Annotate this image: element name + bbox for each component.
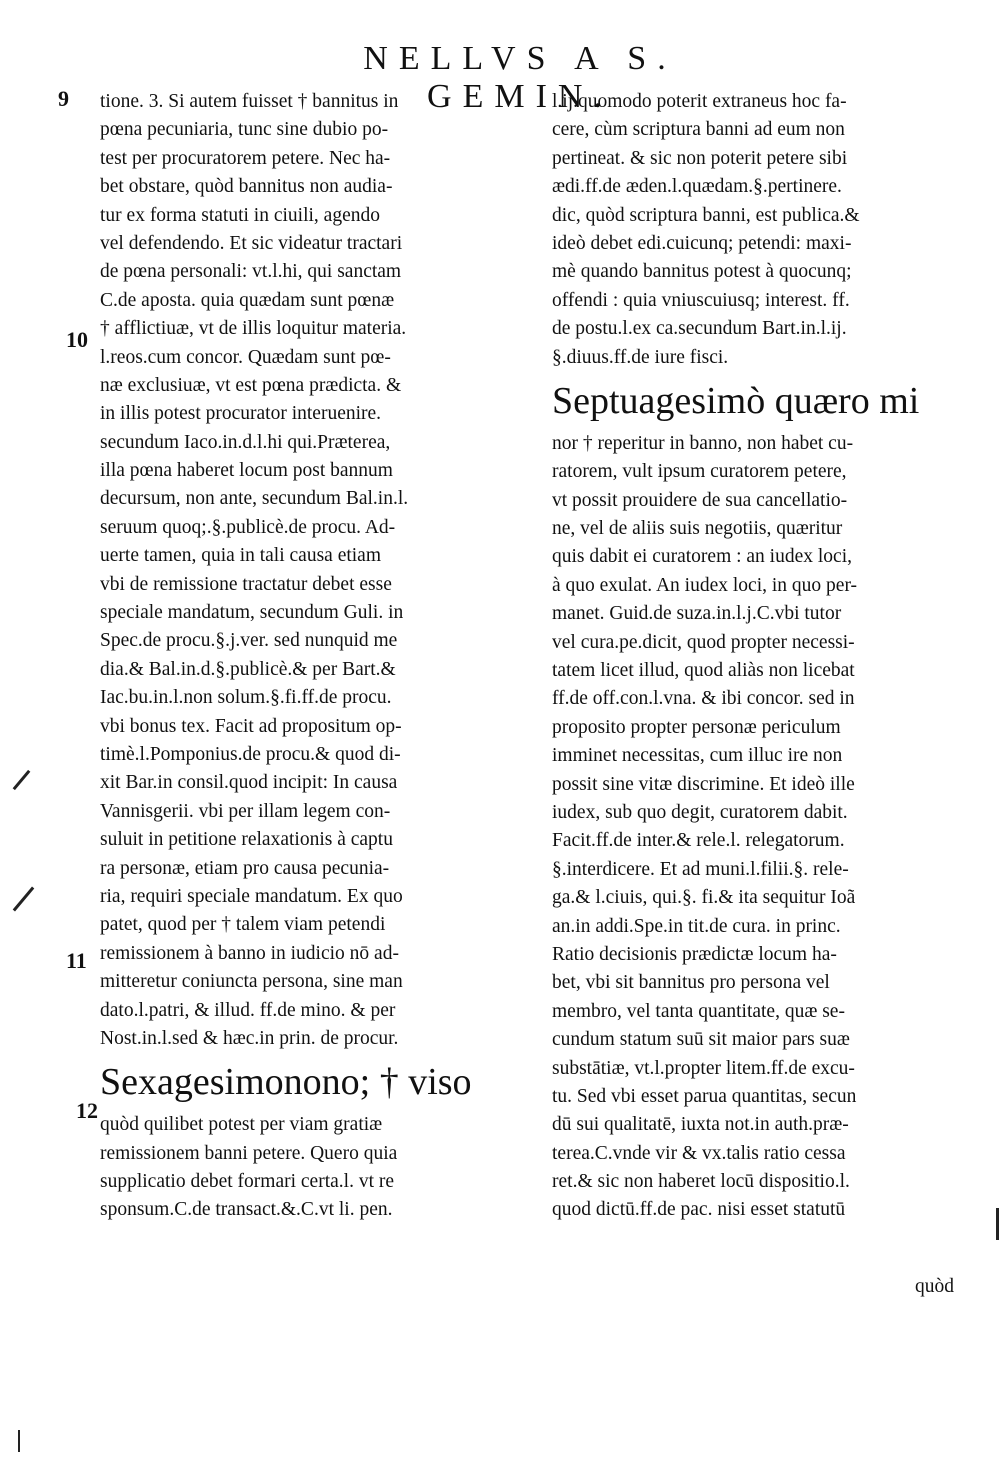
text-line: manet. Guid.de suza.in.l.j.C.vbi tutor (552, 603, 842, 625)
text-line: quod dictū.ff.de pac. nisi esset statutū (552, 1199, 846, 1221)
text-line: in illis potest procurator interuenire. (100, 403, 382, 425)
text-line: imminet necessitas, cum illuc ire non (552, 745, 843, 767)
text-line: secundum Iaco.in.d.l.hi qui.Præterea, (100, 431, 391, 453)
text-line: næ exclusiuæ, vt est pœna prædicta. & (100, 374, 402, 396)
text-line: vel cura.pe.dicit, quod propter necessi- (552, 631, 855, 653)
text-line: vbi de remissione tractatur debet esse (100, 573, 392, 595)
text-line: membro, vel tanta quantitate, quæ se- (552, 1000, 845, 1022)
text-line: ria, requiri speciale mandatum. Ex quo (100, 885, 403, 907)
text-line: de postu.l.ex ca.secundum Bart.in.l.ij. (552, 318, 847, 340)
text-line: dato.l.patri, & illud. ff.de mino. & per (100, 999, 396, 1021)
edge-ink-mark (18, 1430, 20, 1452)
text-line: substātiæ, vt.l.propter litem.ff.de excu- (552, 1057, 855, 1079)
text-line: dia.& Bal.in.d.§.publicè.& per Bart.& (100, 658, 396, 680)
text-line: mitteretur coniuncta persona, sine man (100, 971, 403, 993)
text-line: pœna pecuniaria, tunc sine dubio po- (100, 119, 389, 141)
running-title: NELLVS A S. GEMIN. (363, 40, 677, 115)
text-line: proposito propter personæ periculum (552, 716, 841, 738)
text-line: vbi bonus tex. Facit ad propositum op- (100, 715, 402, 737)
left-column (100, 88, 520, 1225)
text-line: suluit in petitione relaxationis à captu (100, 829, 393, 851)
text-line: tu. Sed vbi esset parua quantitas, secun (552, 1085, 857, 1107)
text-line: Spec.de procu.§.j.ver. sed nunquid me (100, 630, 398, 652)
text-line: bet obstare, quòd bannitus non audia- (100, 176, 393, 198)
margin-ink-mark (13, 770, 31, 790)
text-line: iudex, sub quo degit, curatorem dabit. (552, 801, 848, 823)
text-line: remissionem banni petere. Quero quia (100, 1142, 398, 1164)
margin-number-9: 9 (58, 86, 69, 111)
text-line: ideò debet edi.cuicunq; petendi: maxi- (552, 232, 852, 254)
margin-number-10: 10 (66, 327, 88, 352)
text-line: de pœna personali: vt.l.hi, qui sanctam (100, 261, 402, 283)
text-line: l.reos.cum concor. Quædam sunt pœ- (100, 346, 391, 368)
text-line: seruum quoq;.§.publicè.de procu. Ad- (100, 516, 396, 538)
section-opening-line: Septuagesimò quæro mi (552, 379, 920, 422)
catchword: quòd (915, 1276, 954, 1297)
text-line: ga.& l.ciuis, qui.§. fi.& ita sequitur Ioã (552, 887, 856, 909)
text-line: vt possit prouidere de sua cancellatio- (552, 489, 848, 511)
text-line: illa pœna haberet locum post bannum (100, 460, 393, 482)
text-line: ra personæ, etiam pro causa pecunia- (100, 857, 390, 879)
text-line: ret.& sic non haberet locū dispositio.l. (552, 1171, 850, 1193)
text-line: mè quando bannitus potest à quocunq; (552, 261, 852, 283)
text-line: xit Bar.in consil.quod incipit: In causa (100, 772, 398, 794)
text-line: Ratio decisionis prædictæ locum ha- (552, 943, 837, 965)
text-line: uerte tamen, quia in tali causa etiam (100, 545, 382, 567)
text-line: dū sui qualitatē, iuxta not.in auth.præ- (552, 1114, 849, 1136)
text-line: Facit.ff.de inter.& rele.l. relegatorum. (552, 830, 845, 852)
text-line: §.diuus.ff.de iure fisci. (552, 346, 729, 368)
text-line: tatem licet illud, quod aliàs non licebat (552, 660, 855, 682)
text-line: vel defendendo. Et sic videatur tractari (100, 232, 403, 254)
text-line: cere, cùm scriptura banni ad eum non (552, 119, 845, 141)
text-line: remissionem à banno in iudicio nō ad- (100, 942, 399, 964)
text-line: à quo exulat. An iudex loci, in quo per- (552, 574, 858, 596)
text-line: ff.de off.con.l.vna. & ibi concor. sed in (552, 688, 855, 710)
text-line: Nost.in.l.sed & hæc.in prin. de procur. (100, 1027, 399, 1049)
text-line: speciale mandatum, secundum Guli. in (100, 602, 404, 624)
text-line: pertineat. & sic non poterit petere sibi (552, 147, 848, 169)
text-line: Vannisgerii. vbi per illam legem con- (100, 800, 391, 822)
text-line: l.ij.quomodo poterit extraneus hoc fa- (552, 91, 847, 112)
edge-ink-mark (996, 1208, 999, 1240)
text-line: ne, vel de aliis suis negotiis, quæritur (552, 518, 843, 540)
text-line: timè.l.Pomponius.de procu.& quod di- (100, 743, 401, 765)
text-line: supplicatio debet formari certa.l. vt re (100, 1171, 395, 1193)
text-line: decursum, non ante, secundum Bal.in.l. (100, 488, 409, 510)
text-line: sponsum.C.de transact.&.C.vt li. pen. (100, 1199, 393, 1221)
text-line: Iac.bu.in.l.non solum.§.fi.ff.de procu. (100, 687, 392, 709)
text-line: offendi : quia vniuscuiusq; interest. ff. (552, 289, 850, 311)
margin-ink-mark (13, 887, 35, 912)
text-line: terea.C.vnde vir & vx.talis ratio cessa (552, 1142, 846, 1164)
right-column (552, 88, 972, 1225)
section-opening-line: Sexagesimonono; † viso (100, 1061, 472, 1104)
text-line: tur ex forma statuti in ciuili, agendo (100, 204, 380, 226)
text-line: tione. 3. Si autem fuisset † bannitus in (100, 91, 399, 112)
text-line: nor † reperitur in banno, non habet cu- (552, 432, 854, 454)
text-line: quòd quilibet potest per viam gratiæ (100, 1114, 383, 1136)
text-line: † afflictiuæ, vt de illis loquitur materia. (100, 318, 407, 340)
text-line: quis dabit ei curatorem : an iudex loci, (552, 546, 852, 568)
text-line: patet, quod per † talem viam petendi (100, 914, 386, 936)
margin-number-11: 11 (66, 948, 87, 973)
text-line: cundum statum suū sit maior pars suæ (552, 1029, 850, 1051)
text-line: ratorem, vult ipsum curatorem petere, (552, 461, 847, 483)
text-line: possit sine vitæ discrimine. Et ideò ille (552, 773, 855, 795)
text-line: test per procuratorem petere. Nec ha- (100, 147, 391, 169)
text-line: an.in addi.Spe.in tit.de cura. in princ. (552, 915, 841, 937)
text-line: dic, quòd scriptura banni, est publica.& (552, 204, 860, 226)
text-line: bet, vbi sit bannitus pro persona vel (552, 972, 830, 994)
text-line: ædi.ff.de æden.l.quædam.§.pertinere. (552, 176, 842, 198)
text-line: C.de aposta. quia quædam sunt pœnæ (100, 289, 395, 311)
margin-number-12: 12 (76, 1098, 98, 1123)
text-line: §.interdicere. Et ad muni.l.filii.§. rele- (552, 858, 849, 880)
